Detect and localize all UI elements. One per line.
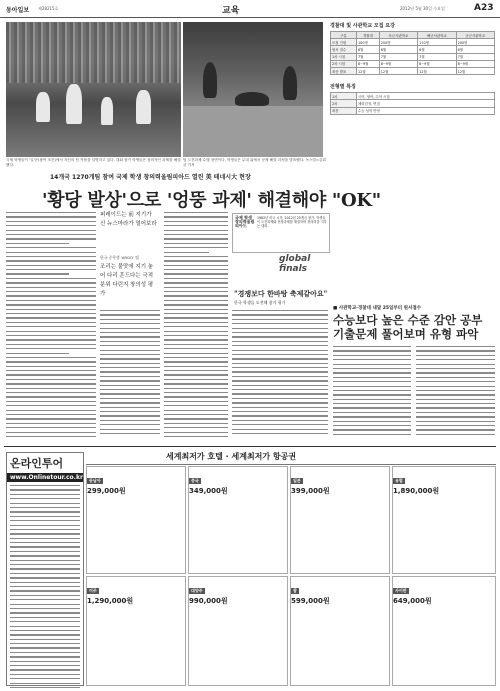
table-cell: 12월 — [379, 67, 417, 74]
issue-date: 2012년 5월 30일 수요일 — [400, 6, 445, 11]
right-article-kicker: ■ 사관학교·경찰대 내달 25일부터 원서접수 — [333, 306, 422, 311]
table-cell: 8~9월 — [357, 60, 380, 67]
table-cell: 100명 — [357, 39, 380, 46]
table-row — [331, 39, 495, 46]
ad-package[interactable] — [290, 576, 390, 686]
table-cell: 국어, 영어, 수학 시험 — [357, 93, 495, 100]
ad-price: 599,000원 — [291, 597, 330, 605]
article-subheadline: 14개국 1270개팀 참여 국제 학생 창의력올림피아드 열린 美 테네시大 현장 — [50, 174, 251, 181]
article-body-col3 — [164, 212, 228, 437]
event-info-box — [232, 213, 330, 253]
table-header: 경찰대 — [357, 32, 380, 39]
article-headline: '황당 발상'으로 '엉뚱 과제' 해결해야 "OK" — [42, 190, 381, 211]
table-row — [331, 107, 495, 114]
table-cell: 7월 — [456, 53, 494, 60]
table-cell: 모집 인원 — [331, 39, 357, 46]
table-cell: 6월 — [418, 46, 456, 53]
table-cell: 원서 접수 — [331, 46, 357, 53]
ad-price: 349,000원 — [189, 487, 228, 495]
ad-package[interactable] — [290, 466, 390, 574]
table-cell: 12월 — [418, 67, 456, 74]
paper-name: 동아일보 — [6, 7, 30, 14]
ad-package[interactable] — [188, 466, 288, 574]
table-cell: 6월 — [379, 46, 417, 53]
ad-price: 1,290,000원 — [87, 597, 134, 605]
ad-price: 399,000원 — [291, 487, 330, 495]
right-article-col1 — [333, 346, 411, 438]
travel-ad-sidebar[interactable] — [6, 452, 84, 686]
table-cell: 7월 — [357, 53, 380, 60]
ad-region-tag: 사이판 — [395, 588, 407, 593]
table-cell: 수능 성적 반영 — [357, 107, 495, 114]
table-header: 구분 — [331, 32, 357, 39]
ad-banner-headline[interactable]: 세계최저가 호텔 · 세계최저가 항공권 — [86, 451, 496, 465]
issue-number: 제28215호 — [38, 6, 59, 11]
global-finals-logo: global finals — [279, 254, 311, 274]
admissions-tables — [330, 22, 495, 242]
ad-region-tag: 중국 — [191, 478, 199, 483]
table-cell: 12월 — [456, 67, 494, 74]
table-cell: 1차 시험 — [331, 53, 357, 60]
ad-region-tag: 유럽 — [395, 478, 403, 483]
table-title: 경찰대 및 사관학교 모집 요강 — [330, 23, 395, 29]
ad-price: 649,000원 — [393, 597, 432, 605]
section-title: 교육 — [222, 6, 240, 16]
table-header: 해군사관학교 — [418, 32, 456, 39]
ad-region-tag: 일본 — [293, 478, 301, 483]
ad-region-tag: 대양주 — [191, 588, 203, 593]
table-cell: 6월 — [357, 46, 380, 53]
pull-quote-team: 조리는 물맛에 지기 놓어 다리 흔드다는 극적 분위 다린지 창의성 평가 — [100, 264, 154, 297]
ad-package[interactable] — [86, 576, 186, 686]
photo2-caption: 팀 도전과제 수행 장면이다. 학생들은 무대 위에서 문제 해결 과정을 발표했다. 녹스빌=김희균 기자 — [183, 158, 326, 167]
ad-divider — [4, 446, 496, 447]
ad-package[interactable] — [392, 466, 496, 574]
table-cell: 2차 시험 — [331, 60, 357, 67]
pull-quote-parade: 퍼레이드는 前 지기가 신 뉴스마라가 열어보라 — [100, 212, 157, 227]
pull-quote-label: 한국 중학생 'ARGO' 팀 — [100, 255, 139, 260]
photo1-caption: 국제 학생들이 '일상'(참여 조건)에서 자신의 팀 작품을 설명하고 있다. 대회 참가 학생들은 창의적인 과제를 해결했다. — [6, 158, 181, 167]
ad-package[interactable] — [86, 466, 186, 574]
features-table — [330, 92, 495, 115]
table-cell: 7월 — [379, 53, 417, 60]
info-box-text: 1982년 미국 시작, 2012년 25개국 참가. 학생들이 도전과제와 현장과제를 해결하며 창의력을 겨루는 대회. — [257, 216, 327, 229]
table-cell: 8~9월 — [418, 60, 456, 67]
table-cell: 200명 — [456, 39, 494, 46]
article-body-col1 — [6, 212, 96, 437]
table-cell: 6월 — [456, 46, 494, 53]
table-cell: 8~9월 — [379, 60, 417, 67]
info-box-title: 국제 학생 창의력올림피아드 — [235, 215, 255, 229]
masthead — [0, 0, 500, 18]
photo-stage-performance — [183, 22, 323, 157]
table-cell: 2차 — [331, 100, 357, 107]
travel-ad-grid — [86, 466, 496, 686]
ad-price: 299,000원 — [87, 487, 126, 495]
table-cell: 최종 — [331, 107, 357, 114]
table-row — [331, 60, 495, 67]
ad-region-tag: 미주 — [89, 588, 97, 593]
table-header: 육군사관학교 — [379, 32, 417, 39]
table-cell: 250명 — [379, 39, 417, 46]
admissions-table — [330, 31, 495, 75]
table-cell: 체력검정, 면접 — [357, 100, 495, 107]
ad-region-tag: 괌 — [293, 588, 297, 593]
sidebar-body — [232, 310, 328, 437]
onlinetour-logo: 온라인투어 — [10, 457, 64, 470]
onlinetour-url[interactable]: www.Onlinetour.co.kr — [7, 473, 83, 482]
ad-package[interactable] — [188, 576, 288, 686]
table-cell: 최종 발표 — [331, 67, 357, 74]
table-cell: 12월 — [357, 67, 380, 74]
right-article-headline: 수능보다 높은 수준 감안 공부 기출문제 풀어보며 유형 파악 — [333, 313, 483, 341]
sidebar-quote-sub: 한국 학생들 도전해 참가 평가 — [234, 300, 286, 305]
table-row — [331, 53, 495, 60]
ad-price: 990,000원 — [189, 597, 228, 605]
table-row — [331, 46, 495, 53]
table-header: 공군사관학교 — [456, 32, 494, 39]
table2-title: 전형별 특징 — [330, 84, 356, 91]
photo-competition-hall — [6, 22, 181, 157]
page-number: A23 — [474, 3, 494, 13]
article-body-col2 — [100, 310, 160, 437]
table-row — [331, 93, 495, 100]
table-cell: 170명 — [418, 39, 456, 46]
table-row — [331, 100, 495, 107]
table-cell: 7월 — [418, 53, 456, 60]
ad-region-tag: 동남아 — [89, 478, 101, 483]
ad-price: 1,890,000원 — [393, 487, 440, 495]
table-cell: 1차 — [331, 93, 357, 100]
table-cell: 8~9월 — [456, 60, 494, 67]
ad-package[interactable] — [392, 576, 496, 686]
right-article-col2 — [416, 346, 495, 438]
sidebar-quote: "경쟁보다 한바탕 축제같아요" — [234, 289, 328, 298]
table-row — [331, 67, 495, 74]
